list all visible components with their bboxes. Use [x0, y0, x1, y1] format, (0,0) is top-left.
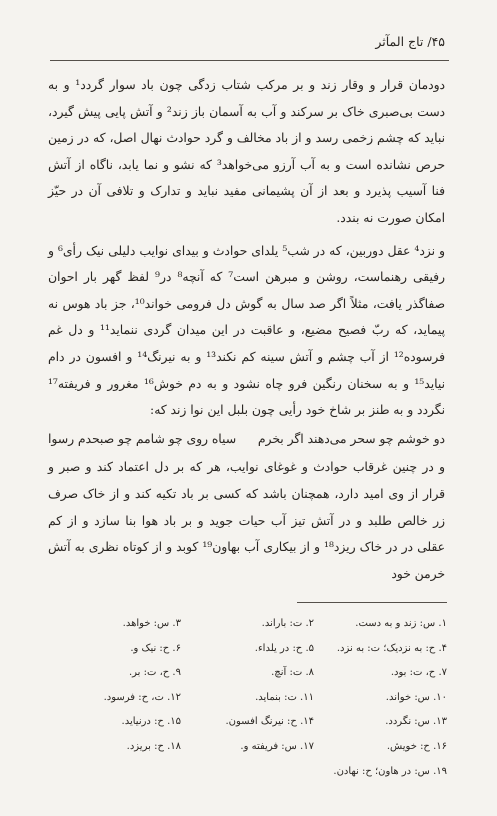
footnotes	[48, 612, 447, 784]
paragraph-2: و نزد⁴ عقل دوربین، که در شب⁵ یلدای حوادث و بیدای نوایب دلیلی نیک رأی⁶ و رفیقی رهنماست، روشن و مبرهن است⁷ که آنچه⁸ در⁹ لفظ گهر بار احوان صفاگذر یافت، مثلاً اگر صد سال به گوش دل فرومی خواند¹⁰، جز باد هوس نه پیماید، که ربّ فصیح مضیع، و عاقبت در این میدان گردی ننماید¹¹ و دل غم فرسوده¹² از آب چشم و آتش سینه کم نکند¹³ و به نیرنگ¹⁴ و افسون در دام نیاید¹⁵ و به سخنان رنگین فرو چاه نشود و به دم خوش¹⁶ مغرور و فریفته¹⁷ نگردد و به طنز بر شاخ خود رأیی چون بلبل این نوا زند که:	[48, 243, 445, 418]
footnote: ۱۱. ت: بنماید.	[255, 691, 314, 703]
main-text	[48, 72, 445, 587]
footnote: ۱۲. ت، ح: فرسود.	[103, 691, 181, 703]
footnote: ۱۸. ح: بریزد.	[126, 740, 181, 752]
footnote: ۱۶. ح: خویش.	[386, 740, 447, 752]
footnote-row	[48, 686, 447, 711]
footnote: ۱۵. ح: درنیاید.	[121, 716, 181, 728]
footnote: ۲. ت: باراند.	[261, 618, 314, 629]
footnote: ۱۳. س: نگردد.	[385, 716, 447, 728]
footnote	[181, 760, 314, 785]
footnote: ۱۷. س: فریفته و.	[240, 740, 314, 752]
footnote-row	[48, 710, 447, 735]
footnote: ۹. ح، ت: بر.	[128, 667, 181, 679]
paragraph-1: دودمان قرار و وقار زند و بر مرکب شتاب زدگی چون باد سوار گردد¹ و به دست بی‌صبری خاک بر سرکند و آب به آسمان باز زند² و آتش پایی پیش گیرد، نباید که چشم زخمی رسد و از باد مخالف و گرد حوادث نهال اصل، که در زمین حرص نشانده است و به آب آرزو می‌خواهد³ که نشو و نما یابد، ناگاه از آتش فنا آسیب پذیرد و بعد از آن پشیمانی مفید نباید و تدارک و تلافی آن در حیّز امکان صورت نه بندد.	[48, 78, 445, 225]
footnote-rule	[297, 602, 447, 603]
footnote-row	[48, 661, 447, 686]
footnote: ۳. س: خواهد.	[122, 618, 181, 629]
footnote	[48, 760, 181, 785]
running-header: ۴۵/ تاج المآثر	[375, 34, 445, 49]
footnote: ۱۹. س: در هاون؛ ح: نهادن.	[333, 765, 447, 777]
footnote: ۸. ت: آنچ.	[271, 667, 314, 679]
footnote: ۷. ح، ت: بود.	[390, 667, 447, 679]
footnote: ۱۴. ح: نیرنگ افسون.	[225, 716, 314, 728]
footnote: ۵. ح: در یلداء.	[254, 642, 314, 654]
verse-hemistich-left: سیاه روی چو شامم چو صبحدم رسوا	[48, 431, 237, 446]
footnote: ۱۰. س: خواند.	[385, 691, 447, 703]
footnote: ۴. ح: به نزدیک؛ ت: به نزد.	[336, 642, 447, 654]
footnote: ۶. ح: نیک و.	[130, 642, 181, 654]
verse-line	[48, 426, 445, 453]
footnote: ۱. س: زند و به دست.	[355, 618, 447, 629]
header-rule	[50, 60, 449, 61]
footnote-row	[48, 612, 447, 637]
footnote-row	[48, 735, 447, 760]
footnote-row	[48, 637, 447, 662]
paragraph-3: و در چنین غرقاب حوادث و غوغای نوایب، هر که بر دل اعتماد کند و صبر و قرار از وی امید دارد، همچنان باشد که کسی بر باد تکیه کند و از خاک صرف زر خالص طلبد و در آتش تیز آب حیات جوید و بر باد هوا بنا سازد و از کم عقلی در در خاک ریزد¹⁸ و از بیکاری آب بهاون¹⁹ کوبد و از کوتاه نظری به آتش خرمن خود	[48, 460, 445, 581]
footnote-row	[48, 760, 447, 785]
verse-hemistich-right: دو خوشم چو سحر می‌دهند اگر بخرم	[257, 431, 445, 446]
